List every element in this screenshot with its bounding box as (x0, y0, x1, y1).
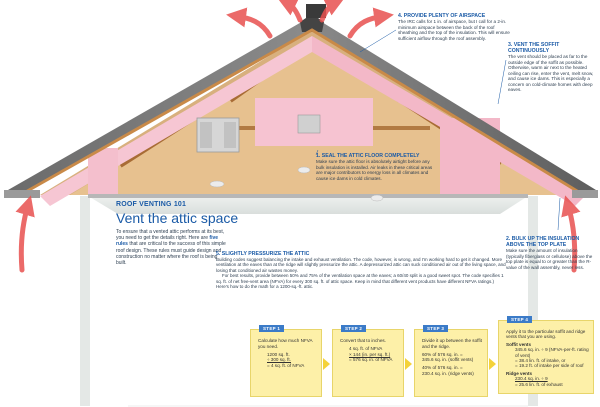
step-tab: STEP 4 (507, 316, 532, 323)
step-line: = 25.6 lin. ft. of exhaust (515, 381, 563, 387)
callout-top-plate (506, 236, 596, 270)
step-2 (332, 326, 404, 397)
intro-text-before: To ensure that a vented attic performs at its best, you need to get the details right. Here are (116, 229, 225, 242)
step-line: Convert that to inches. (340, 338, 386, 343)
callout-text: Building codes suggest balancing the intake and exhaust ventilation. The code, however, is wrong, and I'm working hard to get it changed. More ventilation at the eaves than at the ridge will slightly pressurize the attic. A depressurized attic can suck conditioned air out of the living space, and losing that conditioned air wastes money. (216, 257, 506, 273)
step-tab: STEP 2 (341, 325, 366, 332)
callout-heading: 4. PROVIDE PLENTY OF AIRSPACE (398, 13, 486, 19)
step-1 (250, 326, 322, 397)
step-line: = 4 sq. ft. of NFVA (267, 362, 305, 368)
callout-airspace (398, 13, 510, 41)
step-line: Calculate how much NFVA you need. (258, 338, 313, 349)
step-line: 230.4 sq. in. ÷ 9 (515, 376, 548, 382)
callout-pressurize (216, 251, 506, 289)
callout-text-2: For best results, provide between 50% and 75% of the ventilation space at the eaves; a 60/40 split is a good sweet spot. The code specifies 1 sq. ft. of net free-vent area (NFVA) for every 300 sq. ft. of attic space. Keep in mind that different vent products have different NFVA ratings.) Here's how to do the math for a 1200-sq.-ft. attic. (216, 273, 504, 290)
step-line: = 38.4 lin. ft. of intake, or (515, 357, 566, 363)
callout-heading: 3. VENT THE SOFFIT CONTINUOUSLY (508, 42, 560, 54)
step-line: = 19.2 ft. of intake per side of roof (515, 363, 584, 369)
step-line: 345.6 sq. in. (soffit vents) (422, 357, 474, 363)
step-3 (414, 326, 488, 397)
step-line: 40% of 576 sq. in. = (422, 365, 463, 371)
callout-attic-floor (316, 153, 436, 181)
step-arrow (489, 358, 496, 370)
step-tab: STEP 3 (423, 325, 448, 332)
page-title: Vent the attic space (116, 210, 239, 226)
callout-text: Make sure the amount of insulation (typically fiberglass or cellulose) above the top plate is equal to or greater than the R-value of the wall assembly, never less. (506, 248, 593, 270)
callout-heading: 5. SLIGHTLY PRESSURIZE THE ATTIC (216, 251, 310, 257)
step-line: × 144 (in. per sq. ft.) (349, 351, 391, 357)
step-line: = 576 sq. in. of NFVA (349, 357, 393, 363)
step-arrow (405, 358, 412, 370)
step-line: Divide it up between the soffit and the ridge. (422, 338, 482, 349)
callout-text: The vent should be placed as far to the outside edge of the soffit as possible. Otherwise, warm air next to the heated ceiling can rise, enter the vent, melt snow, and cause ice dams. This is especially a concern on cold-climate homes with deep eaves. (508, 54, 594, 92)
step-tab: STEP 1 (259, 325, 284, 332)
step-line: ÷ 300 sq. ft. (267, 357, 291, 363)
step-line: Apply it to the particular soffit and ridge vents that you are using. (506, 329, 586, 340)
callout-heading: 2. BULK UP THE INSULATION ABOVE THE TOP PLATE (506, 236, 580, 248)
intro-text-after: that are critical to the success of this simple roof design. These rules must guide design and construction no matter where the roof is being built. (116, 241, 226, 267)
callout-soffit (508, 42, 594, 93)
callout-heading: 1. SEAL THE ATTIC FLOOR COMPLETELY (316, 153, 420, 159)
intro-text (116, 229, 228, 266)
step-line: Ridge vents (506, 371, 533, 377)
intro-text-bold: five rules (116, 235, 219, 248)
step-line: 1200 sq. ft. (267, 351, 290, 357)
step-line: 230.4 sq. in. (ridge vents) (422, 370, 474, 376)
step-line: 4 sq. ft. of NFVA (349, 346, 383, 352)
step-line: 60% of 576 sq. in. = (422, 351, 463, 357)
step-line: 345.6 sq. in. ÷ 9 (NFVA-per-ft. rating of vent) (515, 347, 589, 358)
step-arrow (323, 358, 330, 370)
callout-text: Make sure the attic floor is absolutely airtight before any bulk insulation is installed. Air leaks in these critical areas are major contributors to energy loss in all climates and cause ice dams in cold climates. (316, 159, 433, 181)
callout-text: The IRC calls for 1 in. of airspace, but I call for a 2-in. minimum airspace between the back of the roof sheathing and the top of the insulation. This will ensure sufficient airflow through the roof assembly. (398, 19, 510, 41)
step-4 (498, 317, 594, 394)
step-line: Soffit vents (506, 342, 532, 348)
section-kicker: ROOF VENTING 101 (116, 201, 187, 208)
